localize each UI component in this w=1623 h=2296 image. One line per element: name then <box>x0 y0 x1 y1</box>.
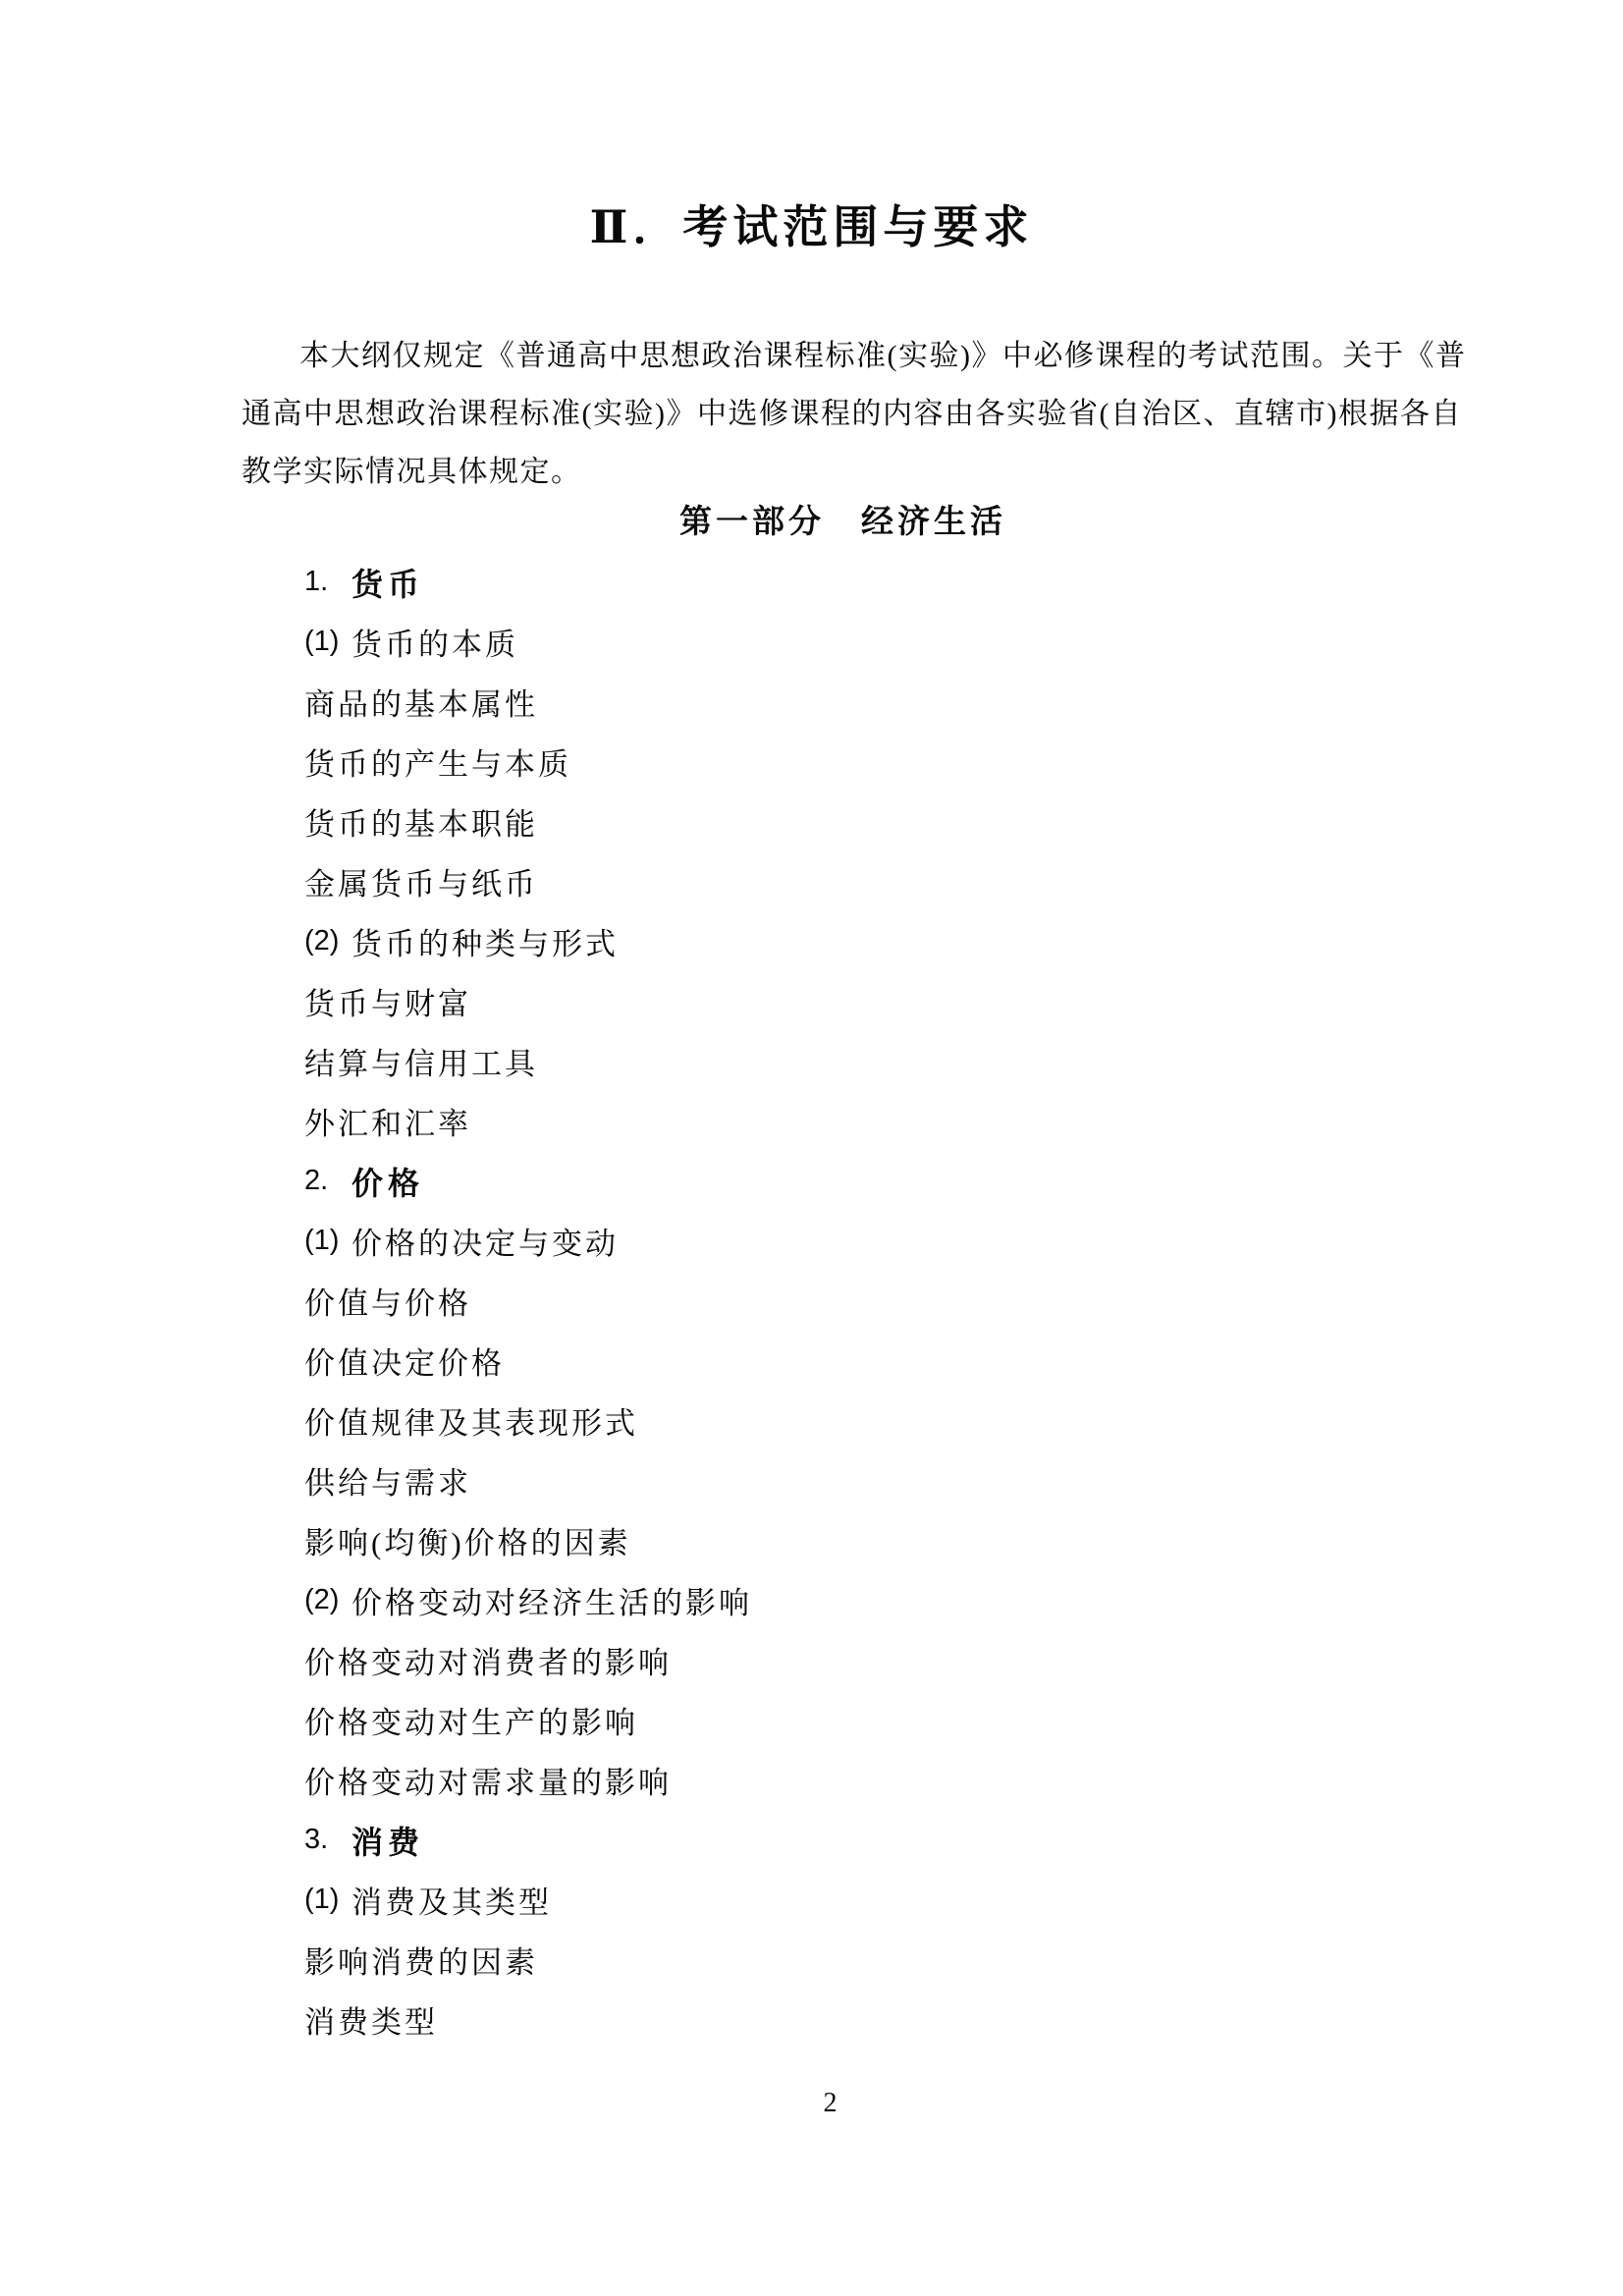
outline-item <box>304 672 1623 732</box>
outline-section-title: 货币 <box>352 566 425 602</box>
outline-item <box>304 911 1623 971</box>
outline-item <box>304 1391 1623 1450</box>
outline-item-text: 价格变动对经济生活的影响 <box>352 1586 752 1620</box>
outline-item-text: 货币与财富 <box>304 987 471 1021</box>
outline-item-text: 货币的本质 <box>352 628 518 662</box>
outline-item <box>304 1630 1623 1690</box>
outline-item <box>304 1810 1623 1870</box>
outline-item-text: 消费类型 <box>304 2005 438 2040</box>
outline-item <box>304 1151 1623 1211</box>
outline-item <box>304 1450 1623 1510</box>
outline-item-text: 货币的基本职能 <box>304 807 538 842</box>
outline-item-marker: (1) <box>304 1884 340 1915</box>
outline-item <box>304 1331 1623 1391</box>
outline-item <box>304 1091 1623 1151</box>
outline-item <box>304 1031 1623 1091</box>
intro-line: 本大纲仅规定《普通高中思想政治课程标准(实验)》中必修课程的考试范围。关于《普 <box>299 340 1467 372</box>
outline-item <box>304 612 1623 672</box>
outline-item-text: 金属货币与纸币 <box>304 867 538 902</box>
outline-item <box>304 1990 1623 2050</box>
outline-item <box>304 1211 1623 1271</box>
outline-item-text: 价格变动对消费者的影响 <box>304 1646 672 1680</box>
outline-item <box>304 1750 1623 1810</box>
outline-item <box>304 1930 1623 1990</box>
outline-item-text: 商品的基本属性 <box>304 687 538 722</box>
outline-item-marker: (1) <box>304 626 340 657</box>
outline-item <box>304 1510 1623 1570</box>
intro-line: 通高中思想政治课程标准(实验)》中选修课程的内容由各实验省(自治区、直辖市)根据各自 <box>242 398 1462 430</box>
outline-item-marker: (1) <box>304 1225 340 1256</box>
outline-item-text: 价值规律及其表现形式 <box>304 1406 638 1441</box>
section-heading: 第一部分 经济生活 <box>679 503 1006 539</box>
outline-section-title: 消费 <box>352 1824 425 1860</box>
outline-item <box>304 792 1623 851</box>
page-number: 2 <box>823 2088 838 2118</box>
outline-list <box>0 552 1623 2050</box>
outline-item-text: 货币的产生与本质 <box>304 747 571 782</box>
outline-item-text: 价值决定价格 <box>304 1346 505 1381</box>
outline-item <box>304 971 1623 1031</box>
intro-paragraph <box>242 327 1467 501</box>
page-title: Ⅱ．考试范围与要求 <box>589 202 1034 252</box>
outline-item <box>304 851 1623 911</box>
outline-item-text: 价格变动对生产的影响 <box>304 1706 638 1740</box>
outline-item-text: 影响消费的因素 <box>304 1945 538 1980</box>
outline-item <box>304 1870 1623 1930</box>
outline-item-text: 价值与价格 <box>304 1286 471 1321</box>
outline-item-text: 外汇和汇率 <box>304 1107 471 1141</box>
outline-item <box>304 1570 1623 1630</box>
outline-item <box>304 552 1623 612</box>
outline-item-text: 结算与信用工具 <box>304 1047 538 1081</box>
outline-item-text: 影响(均衡)价格的因素 <box>304 1526 631 1560</box>
outline-item-text: 供给与需求 <box>304 1466 471 1501</box>
outline-item-marker: (2) <box>304 1584 340 1615</box>
outline-item-marker: 2. <box>304 1165 329 1196</box>
outline-item-marker: 1. <box>304 566 329 597</box>
outline-item-text: 货币的种类与形式 <box>352 927 619 961</box>
outline-item <box>304 732 1623 792</box>
outline-section-title: 价格 <box>352 1165 425 1201</box>
outline-item-text: 消费及其类型 <box>352 1886 552 1920</box>
outline-item <box>304 1690 1623 1750</box>
outline-item-marker: (2) <box>304 925 340 957</box>
outline-item-text: 价格变动对需求量的影响 <box>304 1766 672 1800</box>
outline-item-text: 价格的决定与变动 <box>352 1227 619 1261</box>
outline-item <box>304 1271 1623 1331</box>
outline-item-marker: 3. <box>304 1824 329 1855</box>
intro-line: 教学实际情况具体规定。 <box>242 456 582 488</box>
